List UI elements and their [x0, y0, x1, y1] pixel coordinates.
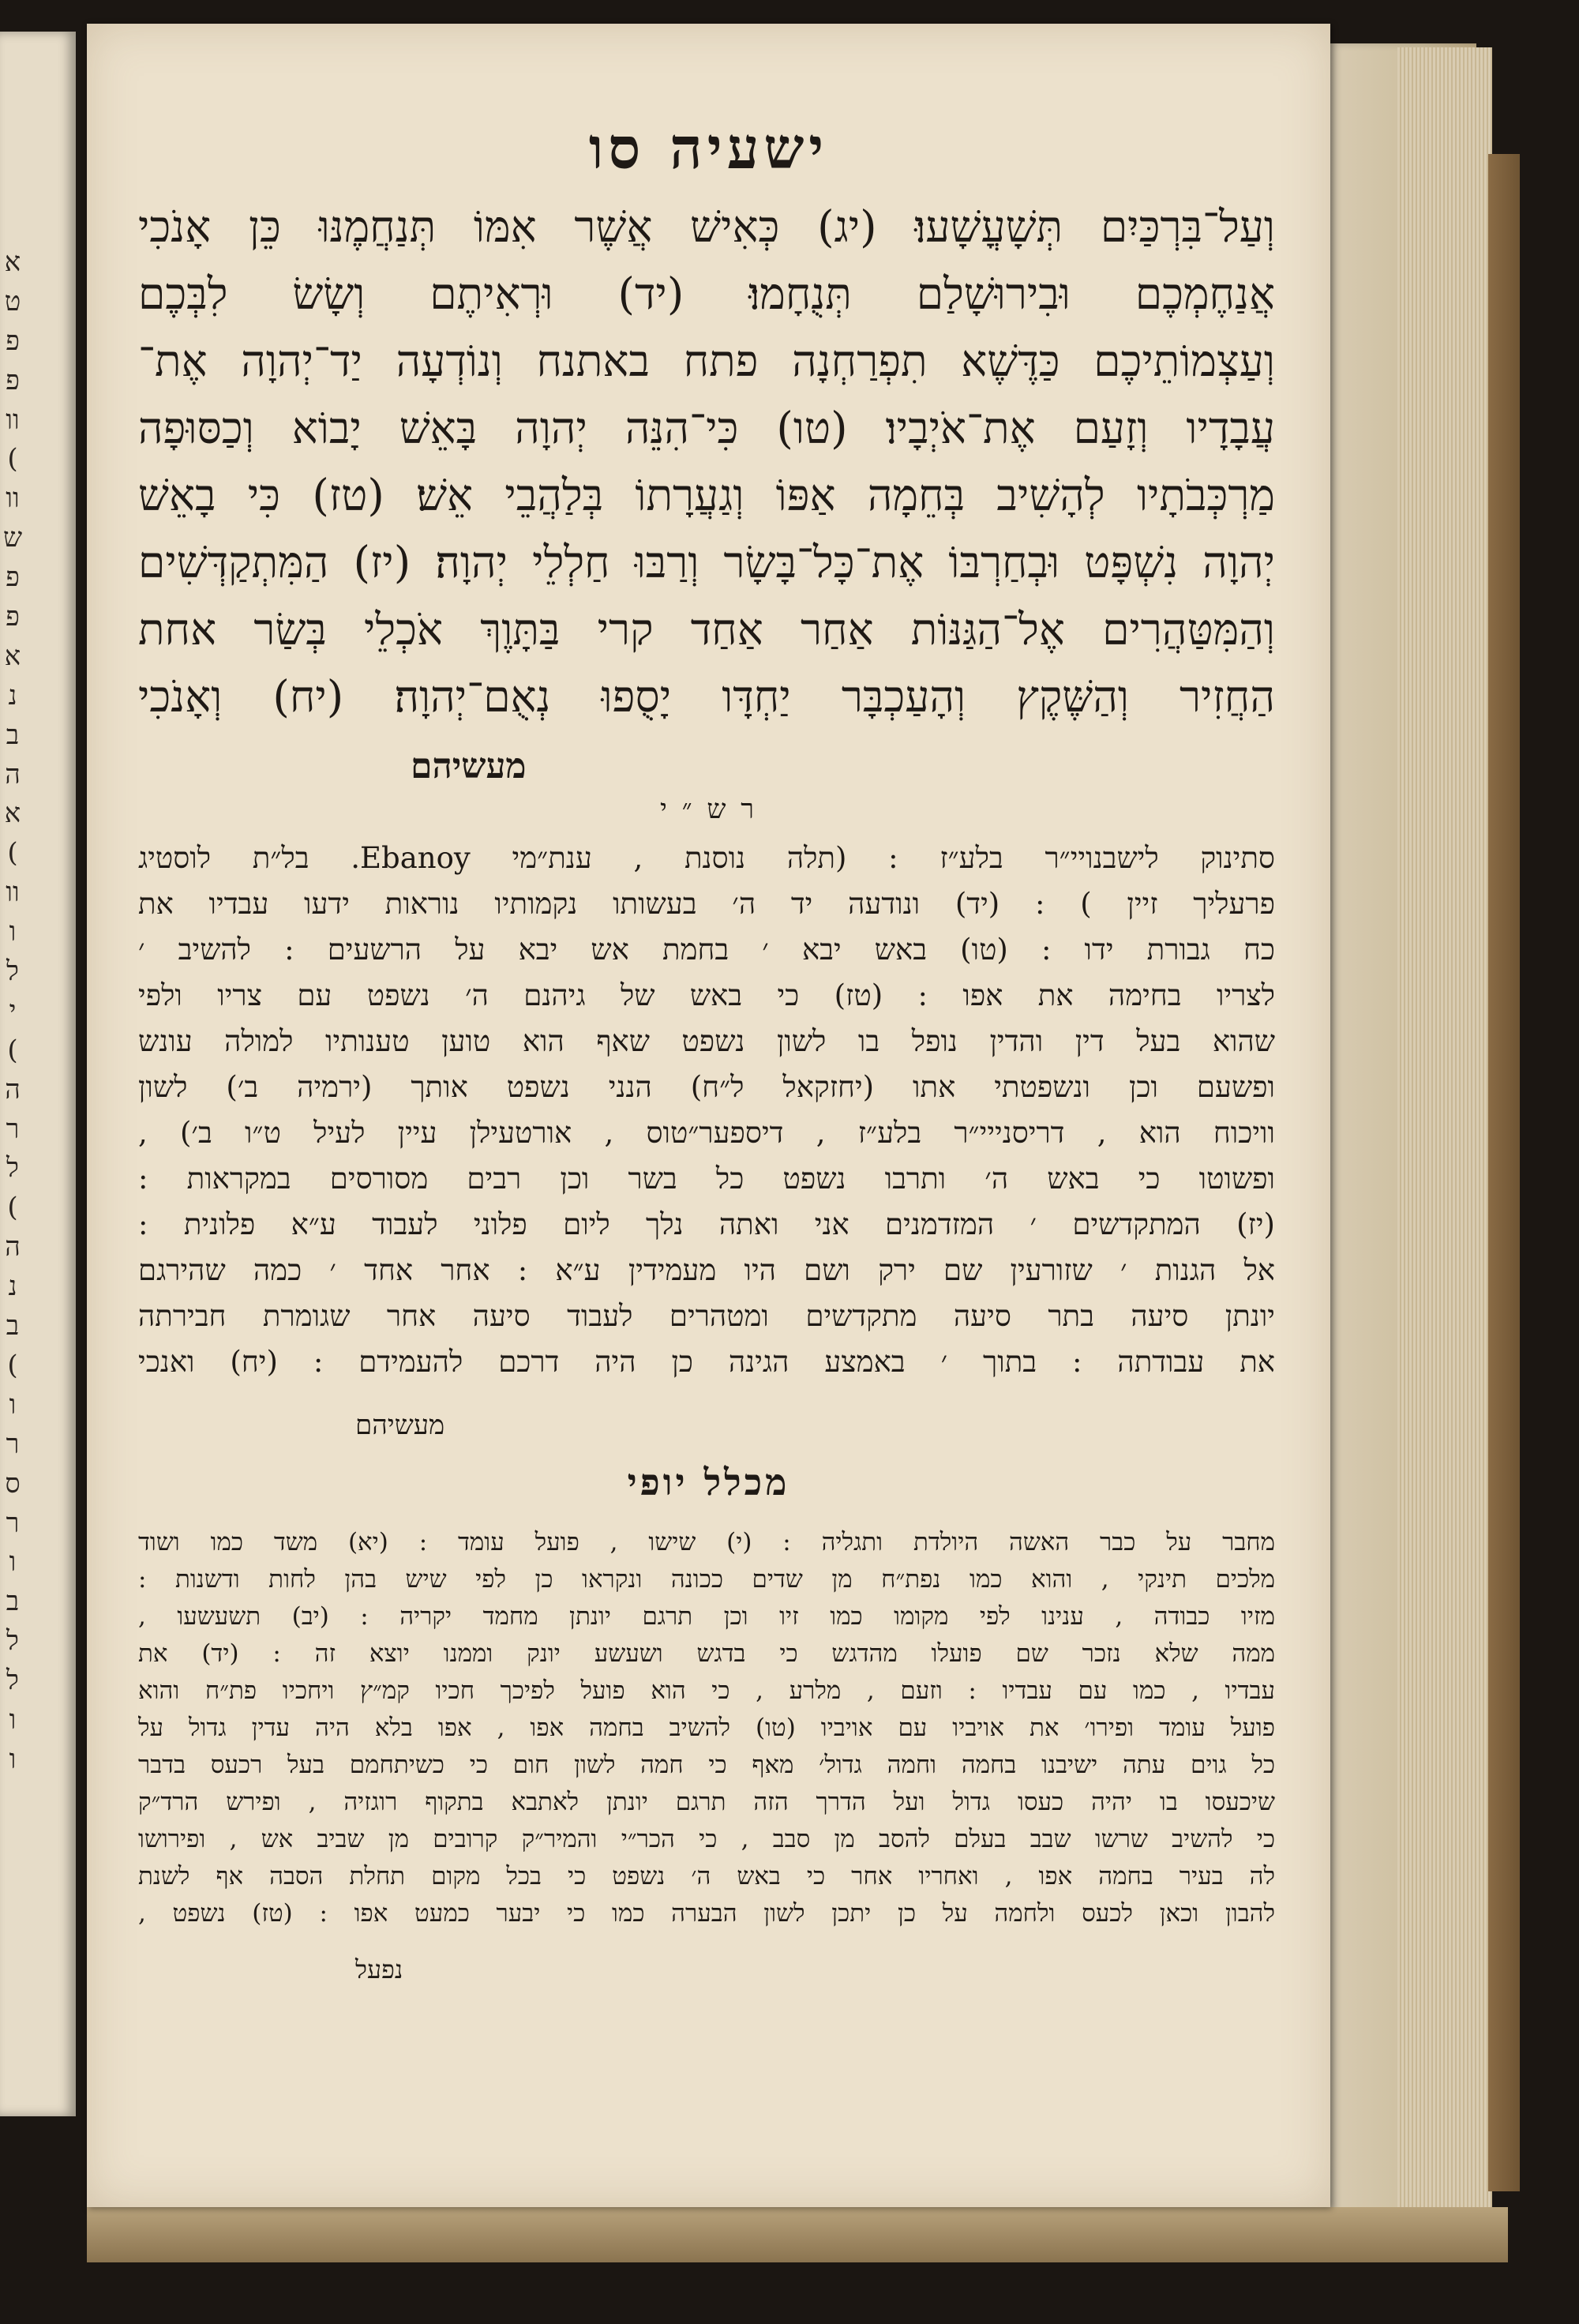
facing-page-margin-char: ה	[5, 1073, 21, 1106]
facing-page-margin-char: ר	[6, 1113, 20, 1145]
facing-page-margin-char: ו	[9, 1388, 17, 1421]
facing-page-margin-char: נ	[8, 679, 17, 711]
rashi-line: יונתן סיעה בתר סיעה מתקדשים ומטהרים לעבוד סיעה אחר שגומרת חבירתה	[138, 1299, 1275, 1333]
facing-page-edge	[0, 32, 76, 2116]
mikhlal-line: לה בעיר בחמה אפו , ואחריו אחר כי באש ה׳ נשפט כי בכל מקום תחלת הסבה אף לשנת	[138, 1862, 1275, 1890]
facing-page-margin-char: (	[7, 443, 18, 475]
mikhlal-line: פועל עומד ופירו׳ את אויביו עם אויביו (טו) להשיב בחמה אפו , אפו בלא היה עדין גדול על	[138, 1714, 1275, 1742]
mikhlal-line: להבון וכאן לכעס ולחמה על כן יתכן לשון הבערה כמו כי יבער כמעט אפו : (טז) נשפט ,	[138, 1899, 1275, 1928]
facing-page-margin-char: נ	[8, 1271, 17, 1303]
rashi-heading: ר ש ״ י	[659, 794, 758, 825]
facing-page-margin-char: ס	[5, 1467, 21, 1500]
facing-page-margin-char: ה	[5, 1231, 21, 1263]
facing-page-margin-char: ל	[6, 956, 19, 988]
facing-page-margin-char: ט	[4, 285, 21, 317]
rashi-line: סתינוק לישבנויי״ר בלע״ז : (תלה נוסנת , ענת״מי Ebanoy. בל״ת לוסטיג	[138, 841, 1275, 875]
rashi-line: פרעליך זיין ) : (יד) ונודעה יד ה׳ בעשותו נקמותיו נוראות ידעו עבדיו את	[138, 887, 1275, 921]
facing-page-margin-char: א	[4, 246, 21, 278]
facing-page-margin-char: פ	[6, 364, 20, 396]
rashi-line: אל הגנות ׳ שזורעין שם ירק ושם היו מעמידין ע״א : אחר אחד ׳ כמה שהירגם	[138, 1253, 1275, 1287]
rashi-catchword: מעשיהם	[355, 1410, 445, 1441]
verse-line: וְהַמִּטַּהֲרִים אֶל־הַגַּנּוֹת אַחַר אַחַד קרי בַּתָּוֶךְ אֹכְלֵי בְּשַׂר אחת	[138, 604, 1275, 655]
facing-page-margin-char: וו	[6, 877, 20, 909]
facing-page-margin-char: (	[7, 1192, 18, 1224]
verse-line: מַרְכְּבֹתָיו לְהָשִׁיב בְּחֵמָה אַפּוֹ וְגַעֲרָתוֹ בְּלַהֲבֵי אֵשׁ׃ (טז) כִּי בָאֵשׁ	[138, 470, 1275, 520]
facing-page-margin-char: (	[7, 837, 18, 869]
facing-page-margin-char: ר	[6, 1507, 20, 1539]
mikhlal-line: מלכים תינקי , והוא כמו נפת״ח מן שדים ככונה ונקראו כן לפי שיש בהן לחות ודשנות :	[138, 1565, 1275, 1594]
verse-line: יְהוָה נִשְׁפָּט וּבְחַרְבּוֹ אֶת־כָּל־בָּשָׂר וְרַבּוּ חַלְלֵי יְהוָה׃ (יז) הַמִּתְקַדְּשִׁים	[138, 537, 1275, 588]
page-title: ישעיה סו	[588, 115, 829, 182]
mikhlal-line: עבדיו , כמו עם עבדיו : וזעם , מלרע , כי הוא פועל לפיכך חכיו קמ״ץ ויחכיו פת״ח והוא	[138, 1676, 1275, 1705]
verse-line: וְעַל־בִּרְכַּיִם תְּשָׁעֳשָׁעוּ׃ (יג) כְּאִישׁ אֲשֶׁר אִמּוֹ תְּנַחֲמֶנּוּ כֵּן אָנֹכִי	[138, 201, 1275, 252]
rashi-line: וויכוח הוא , דריסנייי״ר בלע״ז , דיספער״טוס , אורטעילן עיין לעיל ט״ו ב׳) ,	[138, 1116, 1275, 1150]
mikhlal-line: מזיו כבודה , ענינו לפי מקומו כמו זיו וכן תרגם יונתן מחמד יקריה : (יב) תשעשעו ,	[138, 1602, 1275, 1631]
facing-page-margin-char: ו	[9, 1703, 17, 1736]
facing-page-margin-char: ו	[9, 916, 17, 948]
facing-page-margin-text	[0, 245, 25, 1778]
facing-page-margin-char: פ	[6, 325, 20, 357]
facing-page-margin-char: ב	[6, 719, 20, 751]
facing-page-margin-char: ל	[6, 1625, 19, 1658]
mikhlal-line: כי להשיב שרשו שבב בעלם להסב מן סבב , כי הכר״י והמיר״ק קרובים מן שביב אש , ופירושו	[138, 1825, 1275, 1853]
book-spine	[1488, 154, 1520, 2191]
facing-page-margin-char: א	[4, 798, 21, 830]
mikhlal-line: שיכעסו בו יהיה כעסו גדול ועל הדרך הזה תרגם יונתן לאתבא בתקוף רוגזיה , ופירש הרד״ק	[138, 1788, 1275, 1816]
facing-page-margin-char: ל	[6, 1152, 19, 1185]
rashi-line: (יז) המתקדשים ׳ המזדמנים אני ואתה נלך ליום פלוני לעבוד ע״א פלונית :	[138, 1207, 1275, 1241]
facing-page-margin-char: ב	[6, 1310, 20, 1342]
verse-line: הַחֲזִיר וְהַשֶּׁקֶץ וְהָעַכְבָּר יַחְדָּו יָסֻפוּ נְאֻם־יְהוָה׃ (יח) וְאָנֹכִי	[138, 671, 1275, 722]
facing-page-margin-char: ב	[6, 1586, 20, 1618]
mikhlal-line: מחבר על כבר האשה היולדת ותגליה : (י) שישו , פועל עומד : (יא) משד כמו ושוד	[138, 1528, 1275, 1556]
mikhlal-yofi-heading: מכלל יופי	[627, 1461, 790, 1504]
facing-page-margin-char: פ	[6, 601, 20, 633]
verse-catchword: מעשיהם	[411, 746, 527, 787]
facing-page-margin-char: וו	[6, 482, 20, 515]
facing-page-margin-char: (	[7, 1034, 18, 1066]
facing-page-margin-char: ו	[9, 1743, 17, 1775]
facing-page-margin-char: ה	[5, 758, 21, 790]
facing-page-margin-char: (	[7, 1349, 18, 1381]
facing-page-margin-char: א	[4, 640, 21, 672]
book-bottom-edge	[87, 2207, 1508, 2262]
mikhlal-line: ממה שלא נזכר שם פועלו מהדגש כי בדגש ושעשע יונק וממנו יוצא זה : (יד) את	[138, 1639, 1275, 1668]
verse-line: אֲנַחֶמְכֶם וּבִירוּשָׁלַם תְּנֻחָמוּ׃ (יד) וּרְאִיתֶם וְשָׂשׂ לִבְּכֶם	[138, 268, 1275, 319]
mikhlal-catchword: נפעל	[355, 1954, 403, 1984]
facing-page-margin-char: ו	[9, 1546, 17, 1579]
verse-line: עֲבָדָיו וְזָעַם אֶת־אֹיְבָיו׃ (טו) כִּי־הִנֵּה יְהוָה בָּאֵשׁ יָבוֹא וְכַסּוּפָה	[138, 403, 1275, 453]
rashi-line: ופשוטו כי באש ה׳ ותרבו נשפט כל בשר וכן רבים מסורסים במקראות :	[138, 1162, 1275, 1196]
rashi-line: כח גבורת ידו : (טו) באש יבא ׳ בחמת אש יבא על הרשעים : להשיב ׳	[138, 933, 1275, 967]
rashi-line: לצריו בחימה את אפו : (טז) כי באש של גיהנם ה׳ נשפט עם צריו ולפי	[138, 978, 1275, 1012]
facing-page-margin-char: וו	[6, 404, 20, 436]
facing-page-margin-char: ל	[6, 1665, 19, 1697]
book-page	[87, 24, 1330, 2207]
facing-page-margin-char: פ	[6, 561, 20, 594]
rashi-line: ופשעם וכן ונשפטתי אתו (יחזקאל ל״ח) הנני נשפט אותך (ירמיה ב׳) לשון	[138, 1070, 1275, 1104]
rashi-line: שהוא בעל דין והדין נופל בו לשון נשפט שאף הוא טוען טענותיו למולה עונש	[138, 1024, 1275, 1058]
facing-page-margin-char: ר	[6, 1428, 20, 1460]
mikhlal-line: כל גוים עתה ישיבנו בחמה וחמה גדול׳ מאף כי חמה לשון חום כי כשיתחמם בעל רכעס בדבר	[138, 1751, 1275, 1779]
facing-page-margin-char: י	[9, 994, 17, 1027]
page-edges	[1397, 47, 1492, 2211]
facing-page-margin-char: ש	[2, 522, 23, 554]
rashi-line: את עבודתה : בתוך ׳ באמצע הגינה כן היה דרכם להעמידם : (יח) ואנכי	[138, 1345, 1275, 1379]
verse-line: וְעַצְמוֹתֵיכֶם כַּדֶּשֶׁא תִפְרַחְנָה פתח באתנח וְנוֹדְעָה יַד־יְהוָה אֶת־	[138, 336, 1275, 386]
